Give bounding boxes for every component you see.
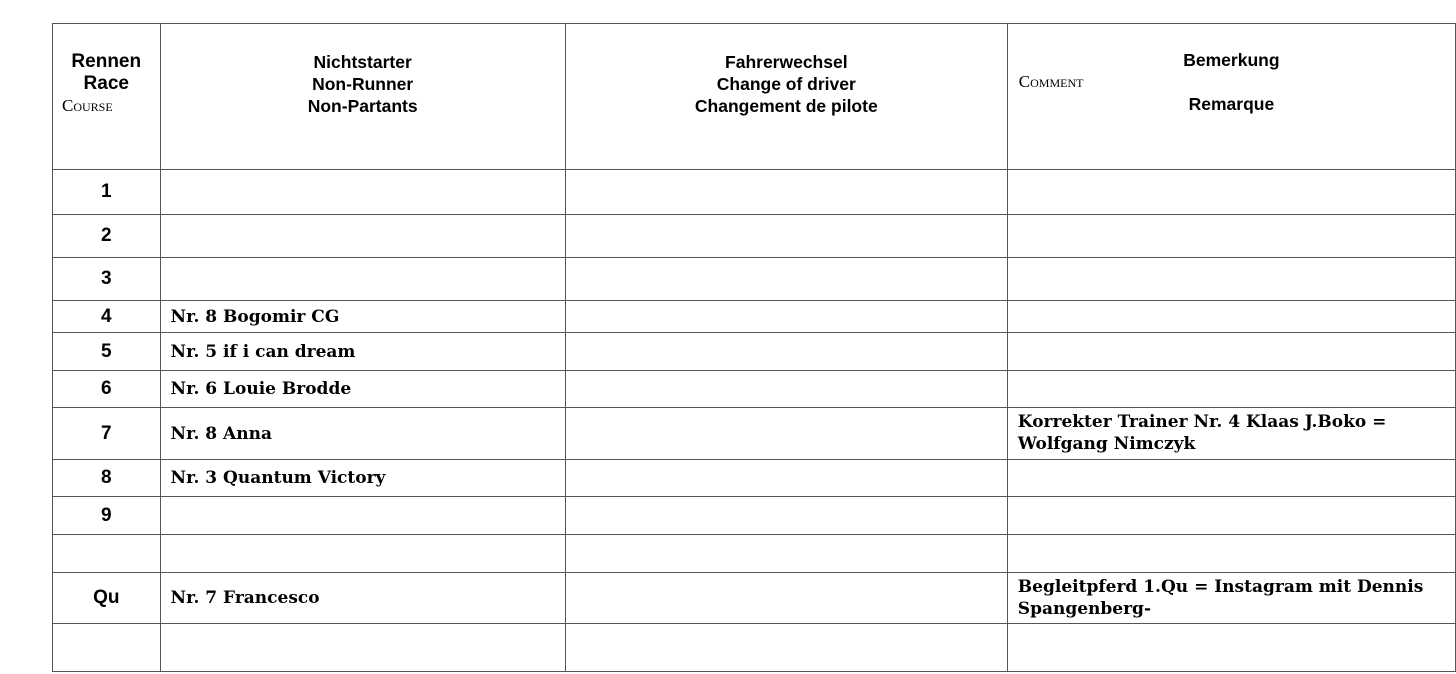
change-driver-cell: [565, 535, 1007, 573]
header-remark-fr: Remarque: [1188, 94, 1275, 114]
change-driver-cell: [565, 215, 1007, 258]
table-row: [53, 460, 1456, 497]
table-row: [53, 371, 1456, 408]
non-runner-cell: [160, 258, 565, 301]
header-change-driver-de: Fahrerwechsel: [725, 52, 848, 72]
race-cell: 2: [53, 215, 161, 258]
non-runner-cell: [160, 497, 565, 535]
table-header-row: [53, 24, 1456, 170]
header-race-en: Race: [83, 73, 129, 94]
table-row: [53, 535, 1456, 573]
change-driver-cell: [565, 301, 1007, 333]
race-cell: 6: [53, 371, 161, 408]
table-row: [53, 408, 1456, 460]
change-driver-cell: [565, 408, 1007, 460]
remark-cell: [1007, 301, 1455, 333]
change-driver-cell: [565, 460, 1007, 497]
race-cell: 5: [53, 333, 161, 371]
remark-cell: [1007, 497, 1455, 535]
header-change-driver-fr: Changement de pilote: [694, 96, 878, 116]
non-runner-table: [52, 23, 1456, 672]
non-runner-cell: Nr. 8 Bogomir CG: [160, 301, 565, 333]
change-driver-cell: [565, 333, 1007, 371]
table-row: [53, 573, 1456, 624]
remark-cell: [1007, 333, 1455, 371]
table-row: [53, 258, 1456, 301]
remark-cell: [1007, 624, 1455, 672]
non-runner-cell: Nr. 7 Francesco: [160, 573, 565, 624]
header-change-driver: [565, 24, 1007, 170]
change-driver-cell: [565, 573, 1007, 624]
header-race-de: Rennen: [71, 51, 142, 72]
table-row: [53, 301, 1456, 333]
header-non-runner-fr: Non-Partants: [307, 96, 418, 116]
non-runner-cell: [160, 170, 565, 215]
non-runner-cell: Nr. 6 Louie Brodde: [160, 371, 565, 408]
race-cell: 8: [53, 460, 161, 497]
change-driver-cell: [565, 258, 1007, 301]
race-cell: [53, 624, 161, 672]
table-row: [53, 170, 1456, 215]
table-row: [53, 497, 1456, 535]
change-driver-cell: [565, 624, 1007, 672]
non-runner-cell: [160, 215, 565, 258]
race-cell: 3: [53, 258, 161, 301]
header-race: [53, 24, 161, 170]
header-race-fr: Course: [62, 96, 113, 115]
non-runner-cell: [160, 535, 565, 573]
non-runner-cell: [160, 624, 565, 672]
table-row: [53, 215, 1456, 258]
change-driver-cell: [565, 497, 1007, 535]
race-cell: 9: [53, 497, 161, 535]
remark-cell: [1007, 215, 1455, 258]
header-non-runner-en: Non-Runner: [312, 74, 414, 94]
non-runner-cell: Nr. 3 Quantum Victory: [160, 460, 565, 497]
remark-cell: [1007, 170, 1455, 215]
header-remark: [1007, 24, 1455, 170]
non-runner-sheet: [52, 23, 1456, 672]
remark-cell: Korrekter Trainer Nr. 4 Klaas J.Boko = Wolfgang Nimczyk: [1007, 408, 1455, 460]
remark-cell: [1007, 460, 1455, 497]
remark-cell: [1007, 371, 1455, 408]
header-change-driver-en: Change of driver: [716, 74, 856, 94]
non-runner-cell: Nr. 8 Anna: [160, 408, 565, 460]
non-runner-cell: Nr. 5 if i can dream: [160, 333, 565, 371]
table-row: [53, 624, 1456, 672]
race-cell: [53, 535, 161, 573]
header-non-runner: [160, 24, 565, 170]
remark-cell: Begleitpferd 1.Qu = Instagram mit Dennis Spangenberg-: [1007, 573, 1455, 624]
race-cell: 1: [53, 170, 161, 215]
header-remark-de: Bemerkung: [1183, 50, 1280, 70]
race-cell: 7: [53, 408, 161, 460]
race-cell: Qu: [53, 573, 161, 624]
race-cell: 4: [53, 301, 161, 333]
header-remark-en: Comment: [1018, 72, 1084, 91]
remark-cell: [1007, 535, 1455, 573]
change-driver-cell: [565, 170, 1007, 215]
remark-cell: [1007, 258, 1455, 301]
header-non-runner-de: Nichtstarter: [313, 52, 412, 72]
table-row: [53, 333, 1456, 371]
change-driver-cell: [565, 371, 1007, 408]
